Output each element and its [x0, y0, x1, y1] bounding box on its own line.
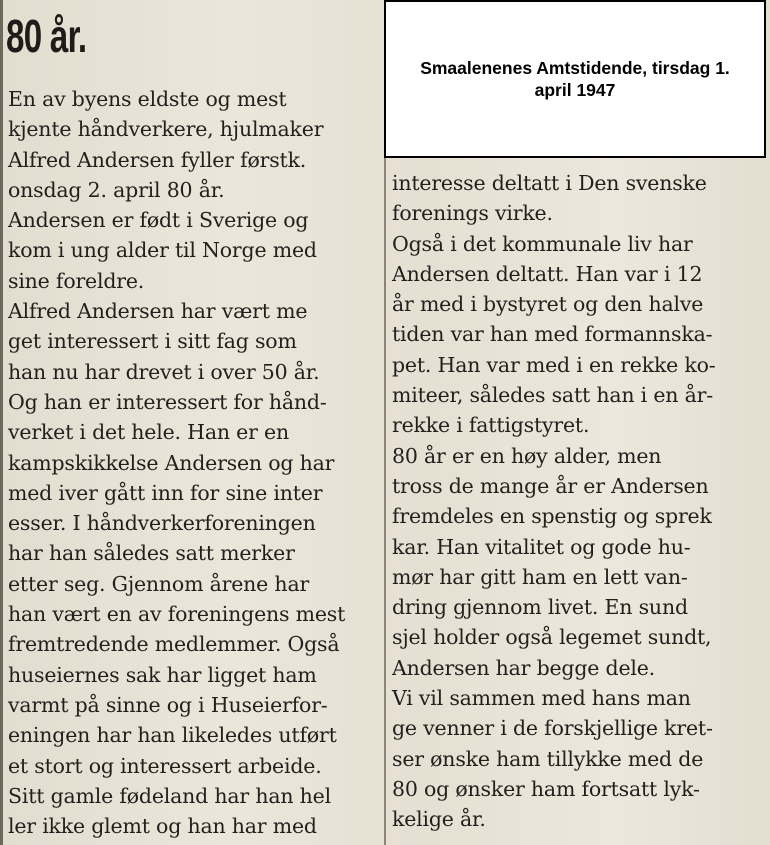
text-line: get interessert i sitt fag som: [8, 329, 297, 354]
text-line: tross de mange år er Andersen: [392, 473, 709, 498]
text-line: rekke i fattigstyret.: [392, 413, 590, 438]
text-line: 80 år er en høy alder, men: [392, 443, 662, 468]
text-line: forenings virke.: [392, 201, 553, 226]
text-line: pet. Han var med i en rekke ko-: [392, 352, 716, 377]
text-line: år med i bystyret og den halve: [392, 292, 704, 317]
text-line: tiden var han med formannska-: [392, 322, 713, 347]
text-line: han vært en av foreningens mest: [8, 602, 346, 627]
article-headline: 80 år.: [6, 10, 87, 62]
text-line: Også i det kommunale liv har: [392, 231, 693, 256]
text-line: med iver gått inn for sine inter: [8, 480, 323, 505]
text-line: 80 og ønsker ham fortsatt lyk-: [392, 776, 700, 801]
text-line: eningen har han likeledes utført: [8, 723, 337, 748]
text-line: Sitt gamle fødeland har han hel: [8, 783, 331, 808]
text-line: verket i det hele. Han er en: [8, 420, 289, 445]
text-line: etter seg. Gjennom årene har: [8, 571, 310, 596]
text-line: kelige år.: [392, 807, 486, 832]
text-line: Alfred Andersen fyller førstk.: [8, 147, 307, 172]
source-caption-box: [384, 0, 766, 158]
text-line: onsdag 2. april 80 år.: [8, 177, 225, 202]
text-line: sjel holder også legemet sundt,: [392, 625, 712, 650]
text-line: mør har gitt ham en lett van-: [392, 564, 688, 589]
text-line: esser. I håndverkerforeningen: [8, 511, 316, 536]
text-line: ser ønske ham tillykke med de: [392, 746, 704, 771]
article-right-column: [392, 168, 764, 835]
text-line: En av byens eldste og mest: [8, 87, 287, 111]
text-line: sine foreldre.: [8, 268, 145, 293]
text-line: Og han er interessert for hånd-: [8, 389, 327, 414]
text-line: Vi vil sammen med hans man: [392, 686, 691, 711]
text-line: Andersen deltatt. Han var i 12: [392, 261, 703, 286]
text-line: fremdeles en spenstig og sprek: [392, 504, 712, 529]
text-line: kar. Han vitalitet og gode hu-: [392, 534, 691, 559]
text-line: Andersen har begge dele.: [392, 655, 655, 680]
source-caption: Smaalenenes Amtstidende, tirsdag 1. april 1947: [420, 58, 730, 100]
text-line: han nu har drevet i over 50 år.: [8, 359, 320, 384]
text-line: ge venner i de forskjellige kret-: [392, 716, 713, 741]
text-line: Alfred Andersen har vært me: [8, 299, 308, 324]
text-line: kjente håndverkere, hjulmaker: [8, 117, 324, 142]
clipping-left-edge: [0, 0, 3, 845]
text-line: kom i ung alder til Norge med: [8, 238, 317, 263]
text-line: varmt på sinne og i Huseierfor-: [8, 692, 328, 717]
text-line: fremtredende medlemmer. Også: [8, 632, 340, 657]
text-line: miteer, således satt han i en år-: [392, 383, 713, 408]
text-line: Andersen er født i Sverige og: [8, 208, 309, 233]
text-line: et stort og interessert arbeide.: [8, 753, 322, 778]
text-line: huseiernes sak har ligget ham: [8, 662, 317, 687]
text-line: dring gjennom livet. En sund: [392, 595, 688, 620]
article-left-column: [8, 84, 378, 841]
text-line: kampskikkelse Andersen og har: [8, 450, 335, 475]
text-line: ler ikke glemt og han har med: [8, 814, 317, 839]
text-line: interesse deltatt i Den svenske: [392, 171, 707, 195]
text-line: har han således satt merker: [8, 541, 295, 566]
